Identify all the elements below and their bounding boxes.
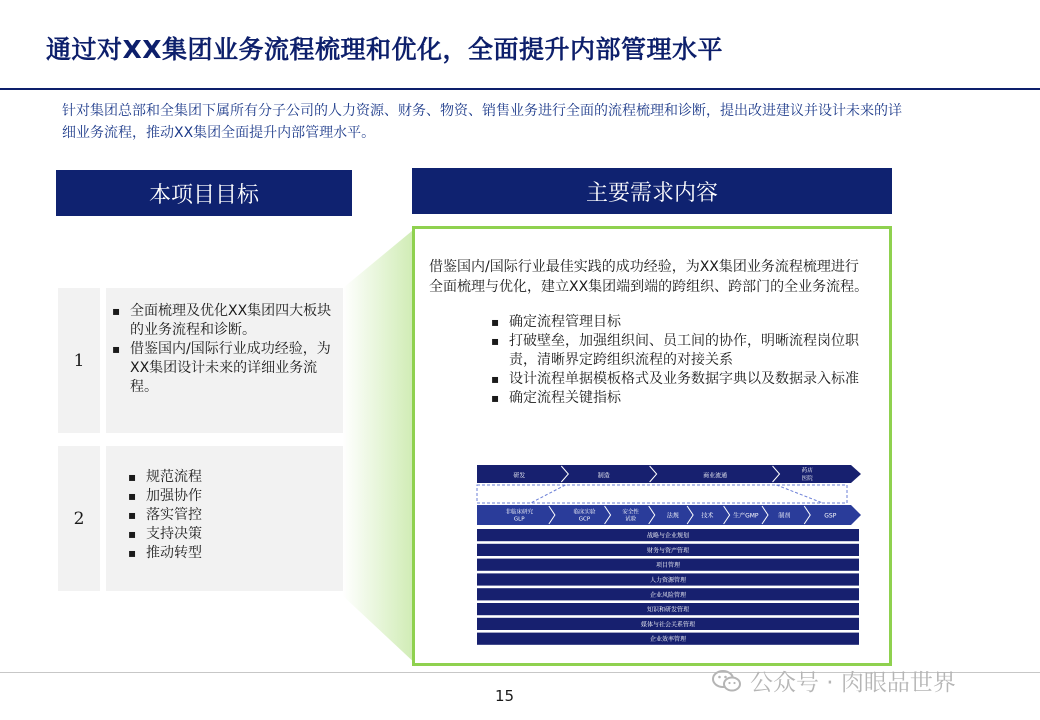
intro-text: 针对集团总部和全集团下属所有分子公司的人力资源、财务、物资、销售业务进行全面的流程梳理和诊断，提出改进建议并设计未来的详细业务流程，推动XX集团全面提升内部管理水平。: [62, 103, 902, 141]
goal-row-2-item: ▪ 加强协作: [128, 487, 333, 506]
page-number: 15: [495, 687, 515, 705]
capability-bar-label: 财务与资产管理: [646, 547, 690, 555]
dashed-connector-line: [777, 485, 823, 503]
goal-row-2-item: ▪ 规范流程: [128, 468, 333, 487]
watermark-text: 公众号 · 肉眼品世界: [750, 670, 956, 696]
dashed-connector: [477, 485, 847, 503]
goal-row-2-item: ▪ 支持决策: [128, 525, 333, 544]
goal-row-2-item: ▪ 推动转型: [128, 544, 333, 563]
middle-chevron-label: 生产GMP: [733, 512, 759, 520]
capability-bar-label: 企业风险管理: [649, 591, 687, 599]
middle-chevron-label: 安全性: [622, 509, 639, 516]
requirements-panel: [412, 226, 892, 666]
requirement-item: ▪ 打破壁垒，加强组织间、员工间的协作，明晰流程岗位职责，清晰界定跨组织流程的对接关系: [491, 332, 871, 370]
page-title: 通过对XX集团业务流程梳理和优化，全面提升内部管理水平: [46, 35, 724, 64]
funnel-connector: [343, 226, 418, 666]
capability-bar-label: 项目管理: [655, 562, 681, 570]
middle-chevron-label: 临床实验: [573, 509, 596, 516]
middle-chevron-label: GCP: [578, 516, 591, 523]
middle-chevron-label: 技术: [701, 512, 714, 520]
top-chevron-label: 研发: [513, 472, 526, 480]
goal-header: 本项目目标: [56, 170, 352, 216]
wechat-icon: [712, 669, 742, 693]
requirements-intro: 借鉴国内/国际行业最佳实践的成功经验，为XX集团业务流程梳理进行全面梳理与优化，建立XX集团端到端的跨组织、跨部门的全业务流程。: [429, 259, 869, 295]
dashed-connector-line: [531, 485, 566, 503]
requirement-item: ▪ 设计流程单据模板格式及业务数据字典以及数据录入标准: [491, 370, 871, 389]
goal-row-1-content: [106, 288, 343, 433]
middle-chevron-label: GLP: [513, 516, 525, 523]
title-divider: [0, 88, 1040, 90]
middle-chevron-label: GSP: [824, 512, 837, 520]
goal-row-1-number: 1: [58, 288, 100, 433]
goal-row-2-item: ▪ 落实管控: [128, 506, 333, 525]
capability-bar-label: 媒体与社会关系管理: [640, 621, 696, 629]
requirement-item: ▪ 确定流程管理目标: [491, 313, 871, 332]
capability-bar-label: 知识和研发管理: [646, 606, 690, 614]
top-chevron-label: 医院: [801, 476, 813, 482]
process-diagram: [475, 465, 865, 645]
goal-row-2-content: [106, 446, 343, 591]
middle-chevron-label: 试验: [625, 516, 637, 523]
top-chevron-label: 药店: [801, 468, 813, 474]
top-chevron-label: 制造: [597, 472, 610, 480]
goal-row-1-item: ▪ 全面梳理及优化XX集团四大板块的业务流程和诊断。: [112, 302, 333, 340]
capability-bar-label: 企业效率管理: [649, 636, 687, 644]
top-chevron-label: 商业流通: [703, 472, 728, 480]
middle-chevron-label: 非临床研究: [505, 509, 533, 516]
capability-bar-label: 人力资源管理: [649, 577, 687, 584]
middle-chevron-label: 法规: [666, 512, 679, 520]
capability-bar-label: 战略与企业规划: [646, 532, 690, 540]
goal-row-2-number: 2: [58, 446, 100, 591]
watermark: [712, 664, 956, 697]
goal-row-1-item: ▪ 借鉴国内/国际行业成功经验，为XX集团设计未来的详细业务流程。: [112, 340, 333, 397]
middle-chevron-label: 制剂: [778, 512, 791, 520]
requirements-header: 主要需求内容: [412, 168, 892, 214]
requirement-item: ▪ 确定流程关键指标: [491, 389, 871, 408]
